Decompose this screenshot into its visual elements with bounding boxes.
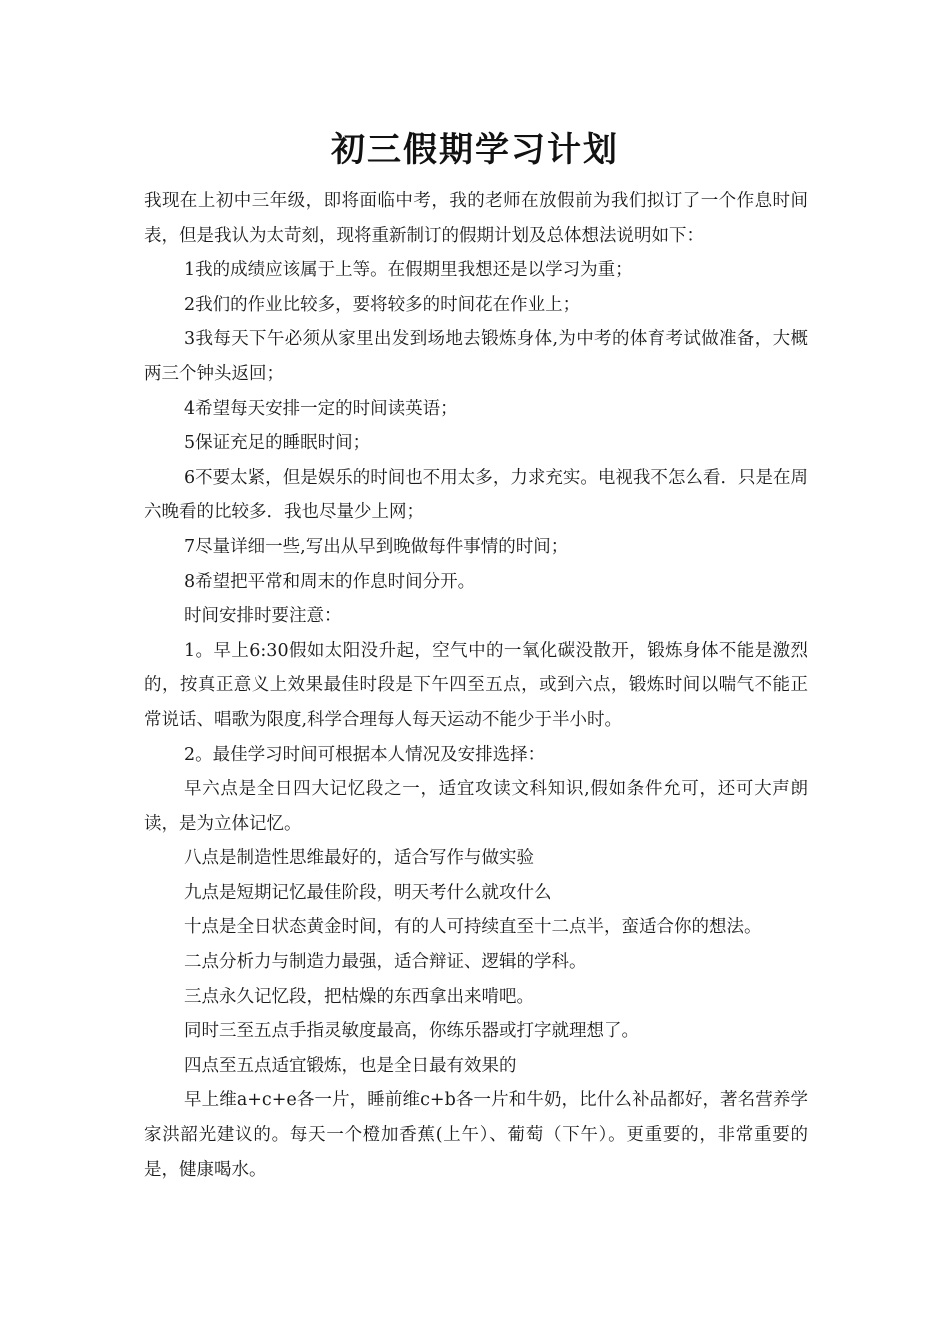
body-paragraph: 5保证充足的睡眠时间； [184,433,371,454]
body-paragraph: 同时三至五点手指灵敏度最高，你练乐器或打字就理想了。 [184,1021,639,1042]
document-body [144,184,808,1187]
body-paragraph: 九点是短期记忆最佳阶段，明天考什么就攻什么 [184,882,552,903]
body-paragraph: 四点至五点适宜锻炼，也是全日最有效果的 [184,1055,517,1076]
body-paragraph: 2。最佳学习时间可根据本人情况及安排选择： [184,744,546,765]
body-paragraph: 6不要太紧，但是娱乐的时间也不用太多，力求充实。电视我不怎么看．只是在周六晚看的比较多．我也尽量少上网； [144,467,808,523]
body-paragraph: 早六点是全日四大记忆段之一，适宜攻读文科知识,假如条件允可，还可大声朗读，是为立体记忆。 [144,779,808,834]
body-paragraph: 我现在上初中三年级，即将面临中考，我的老师在放假前为我们拟订了一个作息时间表，但是我认为太苛刻，现将重新制订的假期计划及总体想法说明如下： [144,191,808,246]
body-paragraph: 二点分析力与制造力最强，适合辩证、逻辑的学科。 [184,952,587,973]
document-title: 初三假期学习计划 [331,130,619,170]
body-paragraph: 4希望每天安排一定的时间读英语； [184,398,458,419]
body-paragraph: 7尽量详细一些,写出从早到晚做每件事情的时间； [184,536,569,557]
body-paragraph: 十点是全日状态黄金时间，有的人可持续直至十二点半，蛮适合你的想法。 [184,917,762,938]
body-paragraph: 时间安排时要注意： [184,606,342,627]
body-paragraph: 3我每天下午必须从家里出发到场地去锻炼身体,为中考的体育考试做准备，大概两三个钟头返回； [144,329,808,384]
body-paragraph: 1我的成绩应该属于上等。在假期里我想还是以学习为重； [184,260,633,281]
body-paragraph: 早上维a+c+e各一片，睡前维c+b各一片和牛奶，比什么补品都好，著名营养学家洪韶光建议的。每天一个橙加香蕉(上午）、葡萄（下午）。更重要的，非常重要的是，健康喝水。 [144,1090,808,1180]
body-paragraph: 三点永久记忆段，把枯燥的东西拿出来啃吧。 [184,986,534,1007]
body-paragraph: 2我们的作业比较多，要将较多的时间花在作业上； [184,294,581,315]
body-paragraph: 8希望把平常和周末的作息时间分开。 [184,571,476,592]
body-paragraph: 八点是制造性思维最好的，适合写作与做实验 [184,848,534,869]
body-paragraph: 1。早上6:30假如太阳没升起，空气中的一氧化碳没散开，锻炼身体不能是激烈的，按真正意义上效果最佳时段是下午四至五点，或到六点，锻炼时间以喘气不能正常说话、唱歌为限度,科学合理每人每天运动不能少于半小时。 [144,640,808,730]
